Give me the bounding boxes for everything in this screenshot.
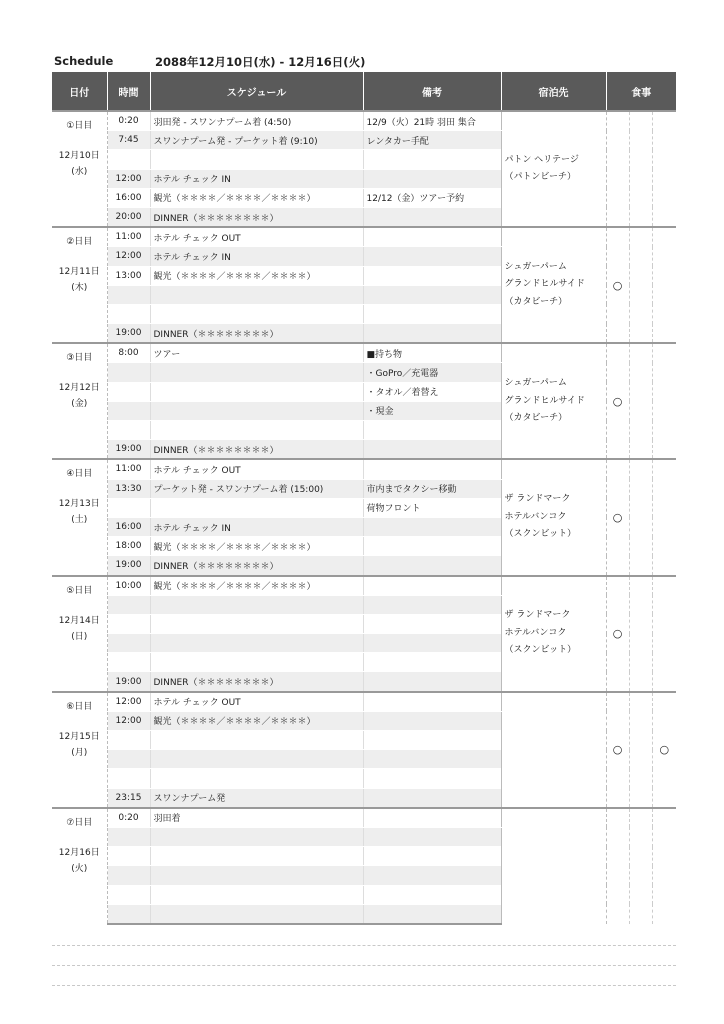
- note-cell: [363, 866, 501, 885]
- note-cell: ・GoPro／充電器: [363, 363, 501, 382]
- schedule-cell: [150, 498, 363, 517]
- meal-cell: [652, 576, 676, 692]
- time-cell: [107, 382, 150, 401]
- col-time-header: 時間: [107, 72, 150, 111]
- meal-cell: [652, 343, 676, 459]
- meal-cell: [629, 576, 652, 692]
- memo-line: [52, 945, 676, 946]
- time-cell: [107, 595, 150, 614]
- day-weekday: (土): [71, 515, 88, 526]
- hotel-line: （カタビーチ）: [504, 413, 568, 424]
- schedule-cell: [150, 904, 363, 924]
- memo-line: [52, 985, 676, 986]
- schedule-cell: 観光（＊＊＊＊／＊＊＊＊／＊＊＊＊）: [150, 576, 363, 596]
- date-range: 2088年12月10日(水) - 12月16日(火): [155, 55, 366, 69]
- hotel-cell: [501, 459, 606, 575]
- schedule-cell: ホテル チェック IN: [150, 517, 363, 536]
- day-number: ④日目: [66, 469, 93, 480]
- time-cell: [107, 614, 150, 633]
- time-cell: 10:00: [107, 576, 150, 596]
- meal-cell: [629, 459, 652, 575]
- col-hotel-header: 宿泊先: [501, 72, 606, 111]
- table-row: [52, 111, 676, 131]
- meal-cell: [629, 343, 652, 459]
- meal-cell: ○: [606, 576, 629, 692]
- day-block: [52, 808, 676, 924]
- note-cell: [363, 266, 501, 285]
- meal-cell: [652, 111, 676, 227]
- time-cell: 12:00: [107, 247, 150, 266]
- schedule-cell: 羽田発 - スワンナプーム着 (4:50): [150, 111, 363, 131]
- time-cell: 12:00: [107, 711, 150, 730]
- time-cell: 8:00: [107, 343, 150, 363]
- day-date-cell: [52, 111, 107, 227]
- schedule-cell: ホテル チェック OUT: [150, 459, 363, 479]
- note-cell: 12/9（火）21時 羽田 集合: [363, 111, 501, 131]
- day-weekday: (水): [71, 167, 88, 177]
- col-date-header: 日付: [52, 72, 107, 111]
- meal-cell: ○: [606, 343, 629, 459]
- schedule-label: Schedule: [54, 54, 114, 68]
- note-cell: [363, 750, 501, 769]
- schedule-cell: 観光（＊＊＊＊／＊＊＊＊／＊＊＊＊）: [150, 188, 363, 207]
- time-cell: 23:15: [107, 788, 150, 808]
- note-cell: [363, 556, 501, 576]
- meal-cell: [606, 808, 629, 924]
- time-cell: 0:20: [107, 111, 150, 131]
- day-date-cell: [52, 808, 107, 924]
- meal-cell: ○: [606, 692, 629, 808]
- note-cell: [363, 595, 501, 614]
- schedule-cell: ホテル チェック OUT: [150, 692, 363, 712]
- schedule-cell: [150, 614, 363, 633]
- meal-cell: [652, 459, 676, 575]
- time-cell: [107, 304, 150, 323]
- day-weekday: (火): [71, 863, 88, 874]
- day-block: [52, 692, 676, 808]
- day-date: 12月14日: [58, 615, 100, 626]
- time-cell: 16:00: [107, 188, 150, 207]
- time-cell: [107, 827, 150, 846]
- time-cell: 13:00: [107, 266, 150, 285]
- hotel-cell: [501, 343, 606, 459]
- schedule-cell: [150, 382, 363, 401]
- col-meal-header: 食事: [606, 72, 676, 111]
- day-date: 12月15日: [58, 731, 100, 742]
- time-cell: 20:00: [107, 207, 150, 227]
- hotel-cell: [501, 808, 606, 924]
- time-cell: [107, 904, 150, 924]
- meal-cell: ○: [606, 227, 629, 343]
- page-title: [54, 54, 366, 69]
- day-date-cell: [52, 692, 107, 808]
- schedule-cell: DINNER（＊＊＊＊＊＊＊＊）: [150, 324, 363, 344]
- note-cell: [363, 169, 501, 188]
- time-cell: 19:00: [107, 672, 150, 692]
- hotel-line: パトン ヘリテージ: [504, 154, 579, 165]
- schedule-cell: [150, 653, 363, 672]
- day-weekday: (木): [71, 283, 88, 294]
- table-row: [52, 808, 676, 828]
- schedule-cell: ツアー: [150, 343, 363, 363]
- time-cell: 7:45: [107, 131, 150, 150]
- note-cell: 市内までタクシー移動: [363, 479, 501, 498]
- note-cell: ・タオル／着替え: [363, 382, 501, 401]
- hotel-line: グランドヒルサイド: [504, 279, 585, 290]
- time-cell: [107, 363, 150, 382]
- schedule-cell: [150, 750, 363, 769]
- schedule-cell: ホテル チェック IN: [150, 247, 363, 266]
- schedule-table: [52, 72, 676, 925]
- schedule-cell: [150, 421, 363, 440]
- note-cell: レンタカー手配: [363, 131, 501, 150]
- schedule-cell: [150, 827, 363, 846]
- schedule-cell: ホテル チェック OUT: [150, 227, 363, 247]
- time-cell: [107, 731, 150, 750]
- time-cell: 16:00: [107, 517, 150, 536]
- schedule-cell: 観光（＊＊＊＊／＊＊＊＊／＊＊＊＊）: [150, 537, 363, 556]
- meal-cell: ○: [606, 459, 629, 575]
- schedule-cell: スワンナプーム発 - プーケット着 (9:10): [150, 131, 363, 150]
- hotel-cell: [501, 111, 606, 227]
- day-date-cell: [52, 459, 107, 575]
- day-number: ③日目: [66, 353, 93, 364]
- schedule-cell: 羽田着: [150, 808, 363, 828]
- schedule-cell: [150, 634, 363, 653]
- time-cell: 19:00: [107, 556, 150, 576]
- time-cell: [107, 653, 150, 672]
- schedule-cell: [150, 885, 363, 904]
- hotel-line: シュガーパーム: [504, 378, 567, 389]
- day-date-cell: [52, 576, 107, 692]
- day-date: 12月12日: [58, 383, 100, 394]
- hotel-line: ザ ランドマーク: [504, 610, 571, 621]
- note-cell: [363, 904, 501, 924]
- time-cell: 12:00: [107, 692, 150, 712]
- meal-cell: [652, 808, 676, 924]
- day-weekday: (月): [71, 747, 88, 758]
- note-cell: [363, 576, 501, 596]
- note-cell: [363, 672, 501, 692]
- note-cell: [363, 440, 501, 460]
- time-cell: [107, 634, 150, 653]
- schedule-cell: [150, 866, 363, 885]
- time-cell: 19:00: [107, 440, 150, 460]
- note-cell: [363, 537, 501, 556]
- note-cell: [363, 634, 501, 653]
- schedule-cell: 観光（＊＊＊＊／＊＊＊＊／＊＊＊＊）: [150, 266, 363, 285]
- day-number: ②日目: [66, 237, 93, 248]
- schedule-cell: [150, 401, 363, 420]
- day-number: ⑤日目: [66, 585, 93, 596]
- note-cell: [363, 517, 501, 536]
- day-block: [52, 343, 676, 459]
- time-cell: 0:20: [107, 808, 150, 828]
- note-cell: [363, 150, 501, 169]
- day-date: 12月16日: [58, 847, 100, 858]
- day-weekday: (金): [71, 399, 88, 410]
- note-cell: 荷物フロント: [363, 498, 501, 517]
- day-number: ⑦日目: [66, 817, 93, 828]
- schedule-cell: DINNER（＊＊＊＊＊＊＊＊）: [150, 207, 363, 227]
- table-row: [52, 459, 676, 479]
- meal-cell: [629, 227, 652, 343]
- schedule-cell: ホテル チェック IN: [150, 169, 363, 188]
- hotel-line: ザ ランドマーク: [504, 494, 571, 505]
- note-cell: ・現金: [363, 401, 501, 420]
- note-cell: [363, 711, 501, 730]
- meal-cell: [629, 692, 652, 808]
- note-cell: [363, 769, 501, 788]
- time-cell: 11:00: [107, 459, 150, 479]
- time-cell: [107, 285, 150, 304]
- note-cell: [363, 847, 501, 866]
- table-row: [52, 343, 676, 363]
- time-cell: [107, 769, 150, 788]
- time-cell: 18:00: [107, 537, 150, 556]
- time-cell: [107, 866, 150, 885]
- note-cell: ■持ち物: [363, 343, 501, 363]
- meal-cell: [606, 111, 629, 227]
- hotel-line: ホテルバンコク: [504, 627, 567, 638]
- meal-cell: [629, 111, 652, 227]
- schedule-cell: [150, 595, 363, 614]
- note-cell: [363, 614, 501, 633]
- meal-cell: [652, 227, 676, 343]
- hotel-line: シュガーパーム: [504, 261, 567, 272]
- time-cell: 12:00: [107, 169, 150, 188]
- note-cell: [363, 827, 501, 846]
- note-cell: [363, 459, 501, 479]
- note-cell: [363, 421, 501, 440]
- schedule-cell: [150, 285, 363, 304]
- note-cell: [363, 885, 501, 904]
- day-weekday: (日): [71, 631, 88, 642]
- time-cell: [107, 150, 150, 169]
- table-row: [52, 227, 676, 247]
- note-cell: [363, 788, 501, 808]
- schedule-cell: [150, 731, 363, 750]
- schedule-cell: [150, 304, 363, 323]
- meal-cell: [629, 808, 652, 924]
- table-header: [52, 72, 676, 111]
- hotel-line: グランドヒルサイド: [504, 395, 585, 406]
- note-cell: [363, 808, 501, 828]
- time-cell: [107, 847, 150, 866]
- meal-cell: ○: [652, 692, 676, 808]
- day-date-cell: [52, 227, 107, 343]
- day-block: [52, 459, 676, 575]
- schedule-cell: 観光（＊＊＊＊／＊＊＊＊／＊＊＊＊）: [150, 711, 363, 730]
- schedule-cell: [150, 150, 363, 169]
- note-cell: [363, 207, 501, 227]
- note-cell: [363, 285, 501, 304]
- schedule-cell: [150, 363, 363, 382]
- note-cell: [363, 304, 501, 323]
- hotel-line: （カタビーチ）: [504, 296, 568, 307]
- time-cell: 19:00: [107, 324, 150, 344]
- note-cell: [363, 324, 501, 344]
- time-cell: [107, 401, 150, 420]
- schedule-cell: [150, 847, 363, 866]
- note-cell: 12/12（金）ツアー予約: [363, 188, 501, 207]
- day-block: [52, 576, 676, 692]
- col-schedule-header: スケジュール: [150, 72, 363, 111]
- time-cell: 13:30: [107, 479, 150, 498]
- memo-line: [52, 965, 676, 966]
- day-number: ①日目: [66, 121, 93, 131]
- time-cell: [107, 750, 150, 769]
- time-cell: [107, 498, 150, 517]
- note-cell: [363, 731, 501, 750]
- schedule-cell: [150, 769, 363, 788]
- hotel-line: ホテルバンコク: [504, 511, 567, 522]
- schedule-cell: DINNER（＊＊＊＊＊＊＊＊）: [150, 440, 363, 460]
- day-date: 12月13日: [58, 499, 100, 510]
- hotel-cell: [501, 576, 606, 692]
- table-row: [52, 576, 676, 596]
- hotel-cell: [501, 692, 606, 808]
- note-cell: [363, 653, 501, 672]
- table-row: [52, 692, 676, 712]
- hotel-cell: [501, 227, 606, 343]
- hotel-line: （スクンビット）: [504, 529, 577, 540]
- note-cell: [363, 227, 501, 247]
- note-cell: [363, 692, 501, 712]
- col-notes-header: 備考: [363, 72, 501, 111]
- day-block: [52, 111, 676, 227]
- schedule-cell: プーケット発 - スワンナプーム着 (15:00): [150, 479, 363, 498]
- hotel-line: （スクンビット）: [504, 645, 577, 656]
- day-block: [52, 227, 676, 343]
- schedule-cell: DINNER（＊＊＊＊＊＊＊＊）: [150, 556, 363, 576]
- time-cell: [107, 885, 150, 904]
- day-date-cell: [52, 343, 107, 459]
- time-cell: 11:00: [107, 227, 150, 247]
- hotel-line: （パトンビーチ）: [504, 172, 576, 183]
- schedule-cell: スワンナプーム発: [150, 788, 363, 808]
- day-number: ⑥日目: [66, 701, 93, 712]
- schedule-cell: DINNER（＊＊＊＊＊＊＊＊）: [150, 672, 363, 692]
- time-cell: [107, 421, 150, 440]
- day-date: 12月10日: [58, 151, 100, 161]
- day-date: 12月11日: [58, 267, 100, 278]
- note-cell: [363, 247, 501, 266]
